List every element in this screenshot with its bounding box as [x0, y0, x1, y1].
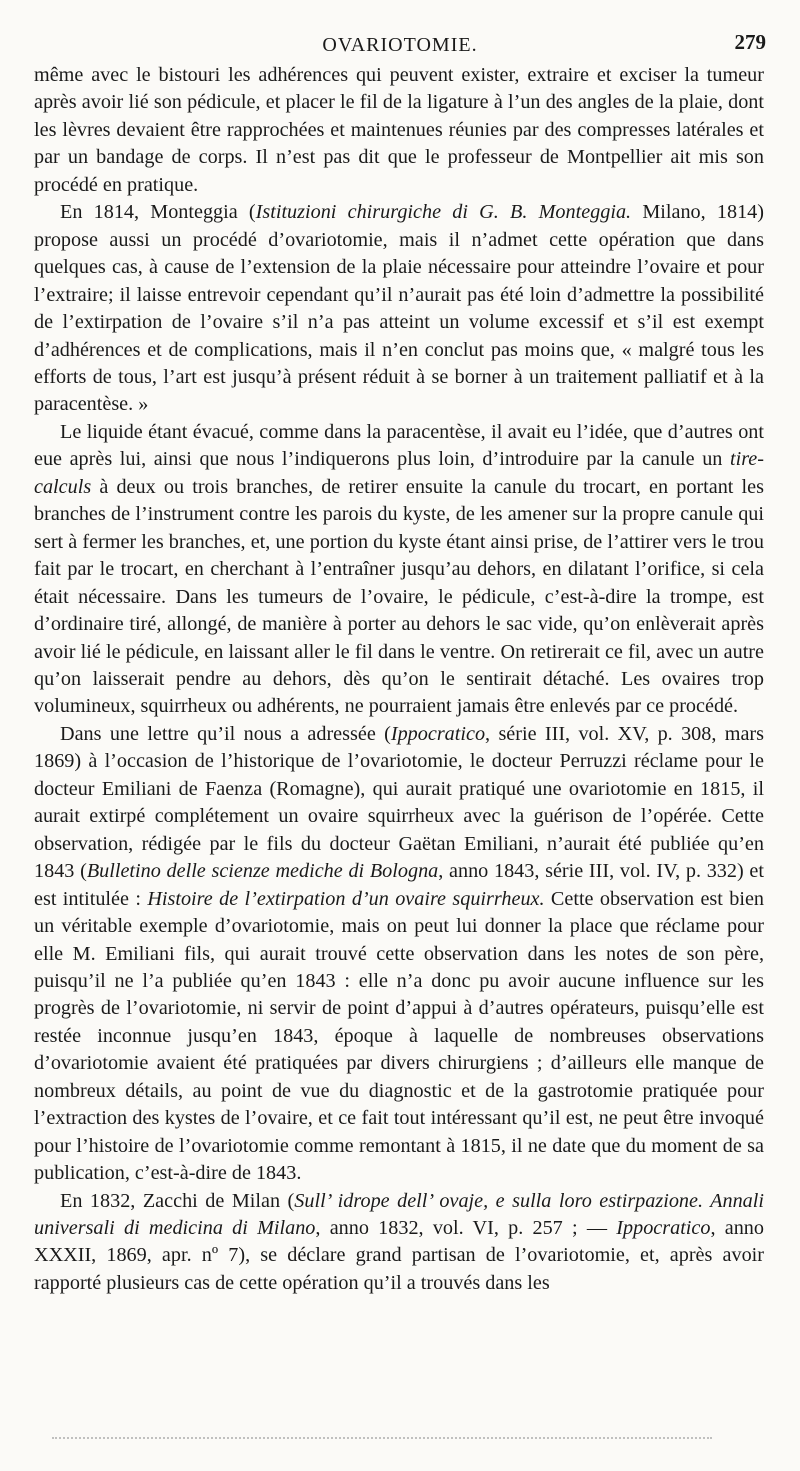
- footer-dotted-rule: [52, 1437, 712, 1439]
- text-run: , anno XXXII, 1869, apr. nº 7), se déclare grand partisan de l’ovariotomie, et, après avoir rapporté plusieurs cas de cette opération qu’il a trouvés dans les: [34, 1217, 764, 1294]
- paragraph-p3: [34, 419, 764, 721]
- italic-citation: Ippocratico: [616, 1217, 711, 1240]
- italic-citation: Ippocratico: [390, 722, 486, 745]
- text-run: En 1814, Monteggia (: [60, 201, 256, 224]
- italic-citation: Bulletino delle scienze mediche di Bologna: [86, 860, 439, 883]
- text-run: , anno 1832, vol. VI, p. 257 ; —: [315, 1217, 617, 1240]
- paragraph-p4: [34, 721, 764, 1188]
- paragraph-p2: [34, 199, 764, 419]
- text-run: Milano, 1814) propose aussi un procédé d’ovariotomie, mais il n’admet cette opération que dans quelques cas, à cause de l’extension de la plaie nécessaire pour atteindre l’ovaire et pour l’extraire; il laisse entrevoir cependant qu’il n’aurait pas été loin d’admettre la possibilité de l’extirpation de l’ovaire s’il n’a pas atteint un volume excessif et s’il est exempt d’adhérences et de complications, mais il n’en conclut pas moins que, « malgré tous les efforts de tous, l’art est jusqu’à présent réduit à se borner à un traitement palliatif et à la paracentèse. »: [34, 201, 764, 416]
- text-run: à deux ou trois branches, de retirer ensuite la canule du trocart, en portant les branches de l’instrument contre les parois du kyste, de les amener sur la propre canule qui sert à fermer les branches, et, une portion du kyste étant ainsi prise, de l’attirer vers le trou fait par le trocart, en cherchant à l’entraîner jusqu’au dehors, en dilatant l’orifice, si cela était nécessaire. Dans les tumeurs de l’ovaire, le pédicule, c’est-à-dire la trompe, est d’ordinaire tiré, allongé, de manière à porter au dehors le sac vide, qu’on enlèverait après avoir lié le pédicule, en laissant aller le fil dans le ventre. On retirerait ce fil, avec un autre qu’on laisserait pendre au dehors, dès qu’on le sentirait détaché. Les ovaires trop volumineux, squirrheux ou adhérents, ne pourraient jamais être enlevés par ce procédé.: [34, 475, 764, 718]
- text-run: , série III, vol. XV, p. 308, mars 1869) à l’occasion de l’historique de l’ovariotomie, le docteur Perruzzi réclame pour le docteur Emiliani de Faenza (Romagne), qui aurait pratiqué une ovariotomie en 1815, il aurait extirpé complétement un ovaire squirrheux avec la guérison de l’opérée. Cette observation, rédigée par le fils du docteur Gaëtan Emiliani, n’aurait été publiée qu’en 1843 (: [34, 722, 764, 883]
- italic-citation: Istituzioni chirurgiche di G. B. Monteggia.: [255, 201, 632, 224]
- text-run: En 1832, Zacchi de Milan (: [60, 1189, 295, 1212]
- text-run: , anno 1843, série III, vol. IV, p. 332) et est intitulée :: [34, 860, 764, 910]
- italic-citation: Histoire de l’extirpation d’un ovaire squirrheux.: [147, 887, 545, 910]
- text-run: Cette observation est bien un véritable exemple d’ovariotomie, mais on peut lui donner la place que réclame pour elle M. Emiliani fils, qui aurait trouvé cette observation dans les notes de son père, puisqu’il ne l’a publiée qu’en 1843 : elle n’a donc pu avoir aucune influence sur les progrès de l’ovariotomie, ni servir de point d’appui à d’autres opérateurs, puisqu’elle est restée inconnue jusqu’en 1843, époque à laquelle de nombreuses observations d’ovariotomie avaient été pratiquées par divers chirurgiens ; d’ailleurs elle manque de nombreux détails, au point de vue du diagnostic et de la gastrotomie pratiquée pour l’extraction des kystes de l’ovaire, et ce fait tout intéressant qu’il est, ne peut être invoqué pour l’histoire de l’ovariotomie comme remontant à 1815, il ne date que du moment de sa publication, c’est-à-dire de 1843.: [34, 887, 765, 1185]
- italic-citation: tire-calculs: [34, 448, 764, 498]
- text-run: Dans une lettre qu’il nous a adressée (: [60, 722, 391, 745]
- italic-citation: Sull’ idrope dell’ ovaje, e sulla loro estirpazione. Annali universali di medicina di Milano: [34, 1189, 764, 1240]
- running-title: OVARIOTOMIE.: [322, 34, 478, 56]
- paragraph-p5: [34, 1188, 764, 1298]
- page-number: 279: [734, 30, 766, 54]
- body-text: [34, 62, 764, 1297]
- paragraph-p1: [34, 62, 764, 199]
- text-run: Le liquide étant évacué, comme dans la paracentèse, il avait eu l’idée, que d’autres ont eue après lui, ainsi que nous l’indiquerons plus loin, d’introduire par la canule un: [34, 420, 764, 471]
- text-run: même avec le bistouri les adhérences qui peuvent exister, extraire et exciser la tumeur après avoir lié son pédicule, et placer le fil de la ligature à l’un des angles de la plaie, dont les lèvres devaient être rapprochées et maintenues réunies par des compresses latérales et par un bandage de corps. Il n’est pas dit que le professeur de Montpellier ait mis son procédé en pratique.: [34, 64, 764, 196]
